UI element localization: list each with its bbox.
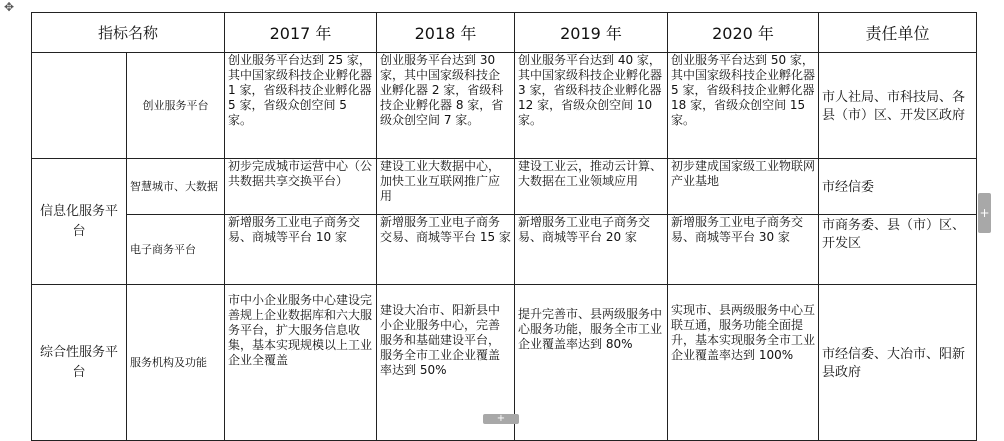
cell-2018: 创业服务平台达到 30 家，其中国家级科技企业孵化器 2 家，省级科技企业孵化器 8 家，省级众创空间 7 家。	[377, 53, 515, 159]
header-year-2017: 2017 年	[225, 13, 377, 53]
header-responsible: 责任单位	[819, 13, 977, 53]
header-year-2018: 2018 年	[377, 13, 515, 53]
cell-2018: 建设工业大数据中心，加快工业互联网推广应用	[377, 159, 515, 215]
cell-2019: 新增服务工业电子商务交易、商城等平台 20 家	[515, 215, 668, 285]
header-indicator-name: 指标名称	[32, 13, 225, 53]
category-cell	[32, 53, 127, 159]
indicator-table	[31, 12, 977, 441]
cell-2019: 建设工业云，推动云计算、大数据在工业领域应用	[515, 159, 668, 215]
header-year-2020: 2020 年	[668, 13, 819, 53]
header-row	[32, 13, 977, 53]
responsible-cell: 市人社局、市科技局、各县（市）区、开发区政府	[819, 53, 977, 159]
category-cell: 信息化服务平台	[32, 159, 127, 285]
responsible-cell: 市经信委	[819, 159, 977, 215]
subcategory-cell: 创业服务平台	[127, 53, 225, 159]
cell-2020: 实现市、县两级服务中心互联互通，服务功能全面提升，基本实现服务全市工业企业覆盖率达到 100%	[668, 285, 819, 441]
cell-2017: 新增服务工业电子商务交易、商城等平台 10 家	[225, 215, 377, 285]
table-move-handle-icon[interactable]: ✥	[3, 0, 15, 14]
category-cell: 综合性服务平台	[32, 285, 127, 441]
table-row	[32, 215, 977, 285]
cell-2018: 新增服务工业电子商务交易、商城等平台 15 家	[377, 215, 515, 285]
subcategory-cell: 电子商务平台	[127, 215, 225, 285]
cell-2017: 初步完成城市运营中心（公共数据共享交换平台）	[225, 159, 377, 215]
cell-2020: 初步建成国家级工业物联网产业基地	[668, 159, 819, 215]
table-row	[32, 53, 977, 159]
cell-2019: 提升完善市、县两级服务中心服务功能，服务全市工业企业覆盖率达到 80%	[515, 285, 668, 441]
subcategory-cell: 智慧城市、大数据	[127, 159, 225, 215]
subcategory-cell: 服务机构及功能	[127, 285, 225, 441]
cell-2020: 新增服务工业电子商务交易、商城等平台 30 家	[668, 215, 819, 285]
add-column-button[interactable]: +	[978, 193, 991, 233]
table-row	[32, 159, 977, 215]
cell-2019: 创业服务平台达到 40 家，其中国家级科技企业孵化器 3 家，省级科技企业孵化器 12 家，省级众创空间 10 家。	[515, 53, 668, 159]
responsible-cell: 市经信委、大冶市、阳新县政府	[819, 285, 977, 441]
cell-2018: 建设大冶市、阳新县中小企业服务中心，完善服务和基础建设平台，服务全市工业企业覆盖率达到 50%	[377, 285, 515, 441]
cell-2017: 创业服务平台达到 25 家，其中国家级科技企业孵化器 1 家，省级科技企业孵化器 5 家，省级众创空间 5 家。	[225, 53, 377, 159]
responsible-cell: 市商务委、县（市）区、开发区	[819, 215, 977, 285]
header-year-2019: 2019 年	[515, 13, 668, 53]
cell-2017: 市中小企业服务中心建设完善规上企业数据库和六大服务平台，扩大服务信息收集，基本实现规模以上工业企业全覆盖	[225, 285, 377, 441]
cell-2020: 创业服务平台达到 50 家，其中国家级科技企业孵化器 5 家，省级科技企业孵化器 18 家，省级众创空间 15 家。	[668, 53, 819, 159]
add-row-button[interactable]: +	[483, 414, 519, 424]
